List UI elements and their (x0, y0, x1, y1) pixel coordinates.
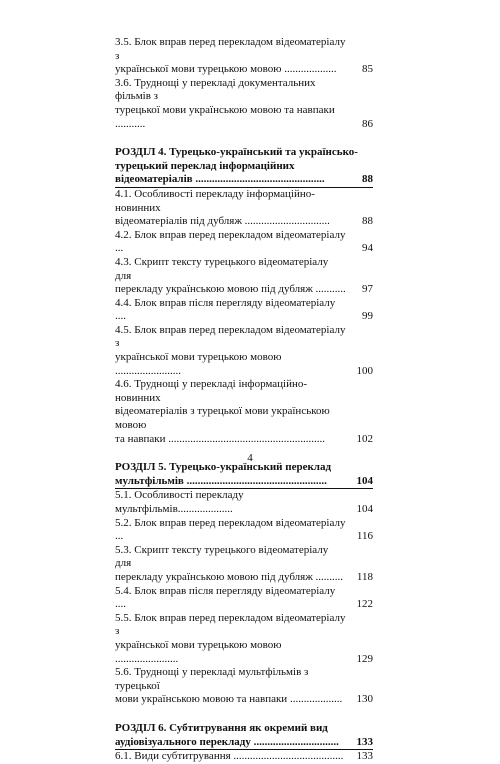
toc-entry-4-1 (115, 188, 373, 229)
toc-entry-text: 3.6. Труднощі у перекладі документальних фільмів з турецької мови українською мовою та навпаки ........... (115, 76, 335, 130)
toc-entry-page: 130 (356, 693, 373, 706)
section-6-title-last-line (115, 736, 373, 750)
toc-entry-page: 85 (362, 63, 373, 76)
toc-entry-page: 99 (362, 310, 373, 323)
toc-entry-page: 118 (356, 570, 373, 583)
toc-entry-text: 4.1. Особливості перекладу інформаційно-новинних відеоматеріалів під дубляж ............................... (115, 187, 330, 228)
toc-entry-4-6 (115, 378, 373, 446)
section-title-tail: мультфільмів ................................................... (115, 474, 327, 487)
section-title-tail: аудіовізуального перекладу ............................... (115, 735, 339, 748)
section-page: 104 (356, 474, 373, 487)
toc-entry-text: 5.1. Особливості перекладу мультфільмів.................... (115, 489, 244, 515)
section-5-title: РОЗДІЛ 5. Турецько-український переклад (115, 461, 332, 474)
toc-entry-5-5 (115, 612, 373, 666)
toc-entry-page: 100 (356, 364, 373, 377)
toc-entry-page: 102 (356, 432, 373, 445)
toc-entry-4-2 (115, 229, 373, 256)
toc-entry-page: 122 (356, 598, 373, 611)
toc-entry-5-4 (115, 585, 373, 612)
toc-entry-text: 5.2. Блок вправ перед перекладом відеоматеріалу ... (115, 516, 346, 543)
toc-entry-text: 4.3. Скрипт тексту турецького відеоматеріалу для перекладу українською мовою під дубляж ........... (115, 255, 346, 296)
toc-entry-text: 4.4. Блок вправ після перегляду відеоматеріалу .... (115, 296, 336, 323)
toc-entry-text: 4.6. Труднощі у перекладі інформаційно-новинних відеоматеріалів з турецької мови українською мовою та навпаки ......................................................... (115, 378, 330, 445)
toc-entry-page: 129 (356, 652, 373, 665)
toc-entry-text: 5.5. Блок вправ перед перекладом відеоматеріалу з української мови турецькою мовою ....................... (115, 611, 346, 665)
section-4-title-last-line (115, 173, 373, 187)
toc-entry-6-1 (115, 750, 373, 764)
section-title-tail: відеоматеріалів ............................................... (115, 173, 325, 186)
toc-entry-4-4 (115, 297, 373, 324)
toc-entry-text: 3.5. Блок вправ перед перекладом відеоматеріалу з української мови турецькою мовою ................... (115, 36, 346, 76)
section-page: 88 (362, 173, 373, 186)
toc-entry-text: 4.5. Блок вправ перед перекладом відеоматеріалу з української мови турецькою мовою ........................ (115, 323, 346, 377)
toc-entry-text: 5.6. Труднощі у перекладі мультфільмів з турецької мови українською мовою та навпаки ................... (115, 666, 343, 706)
toc-entry-page: 86 (362, 117, 373, 130)
section-6-title: РОЗДІЛ 6. Субтитрування як окремий вид (115, 721, 328, 734)
section-4-title: РОЗДІЛ 4. Турецько-український та українсько- турецький переклад інформаційних (115, 146, 358, 172)
section-page: 133 (356, 735, 373, 748)
toc-entry-text: 6.1. Види субтитрування ........................................ (115, 750, 344, 763)
section-5-title-last-line (115, 475, 373, 489)
toc-entry-5-1 (115, 489, 373, 516)
table-of-contents (115, 36, 373, 764)
toc-entry-page: 116 (356, 530, 373, 543)
toc-entry-4-3 (115, 256, 373, 297)
page-number: 4 (247, 452, 253, 464)
toc-entry-5-3 (115, 544, 373, 585)
toc-entry-5-6 (115, 666, 373, 707)
toc-entry-page: 94 (362, 242, 373, 255)
toc-entry-3-5 (115, 36, 373, 77)
toc-entry-3-6 (115, 77, 373, 131)
toc-entry-page: 133 (356, 750, 373, 763)
toc-entry-page: 97 (362, 283, 373, 296)
toc-entry-page: 104 (356, 503, 373, 515)
toc-entry-text: 4.2. Блок вправ перед перекладом відеоматеріалу ... (115, 228, 346, 255)
toc-entry-page: 88 (362, 215, 373, 228)
toc-entry-text: 5.3. Скрипт тексту турецького відеоматеріалу для перекладу українською мовою під дубляж .......... (115, 543, 344, 583)
toc-entry-4-5 (115, 324, 373, 378)
toc-entry-5-2 (115, 517, 373, 544)
toc-entry-text: 5.4. Блок вправ після перегляду відеоматеріалу .... (115, 584, 336, 611)
